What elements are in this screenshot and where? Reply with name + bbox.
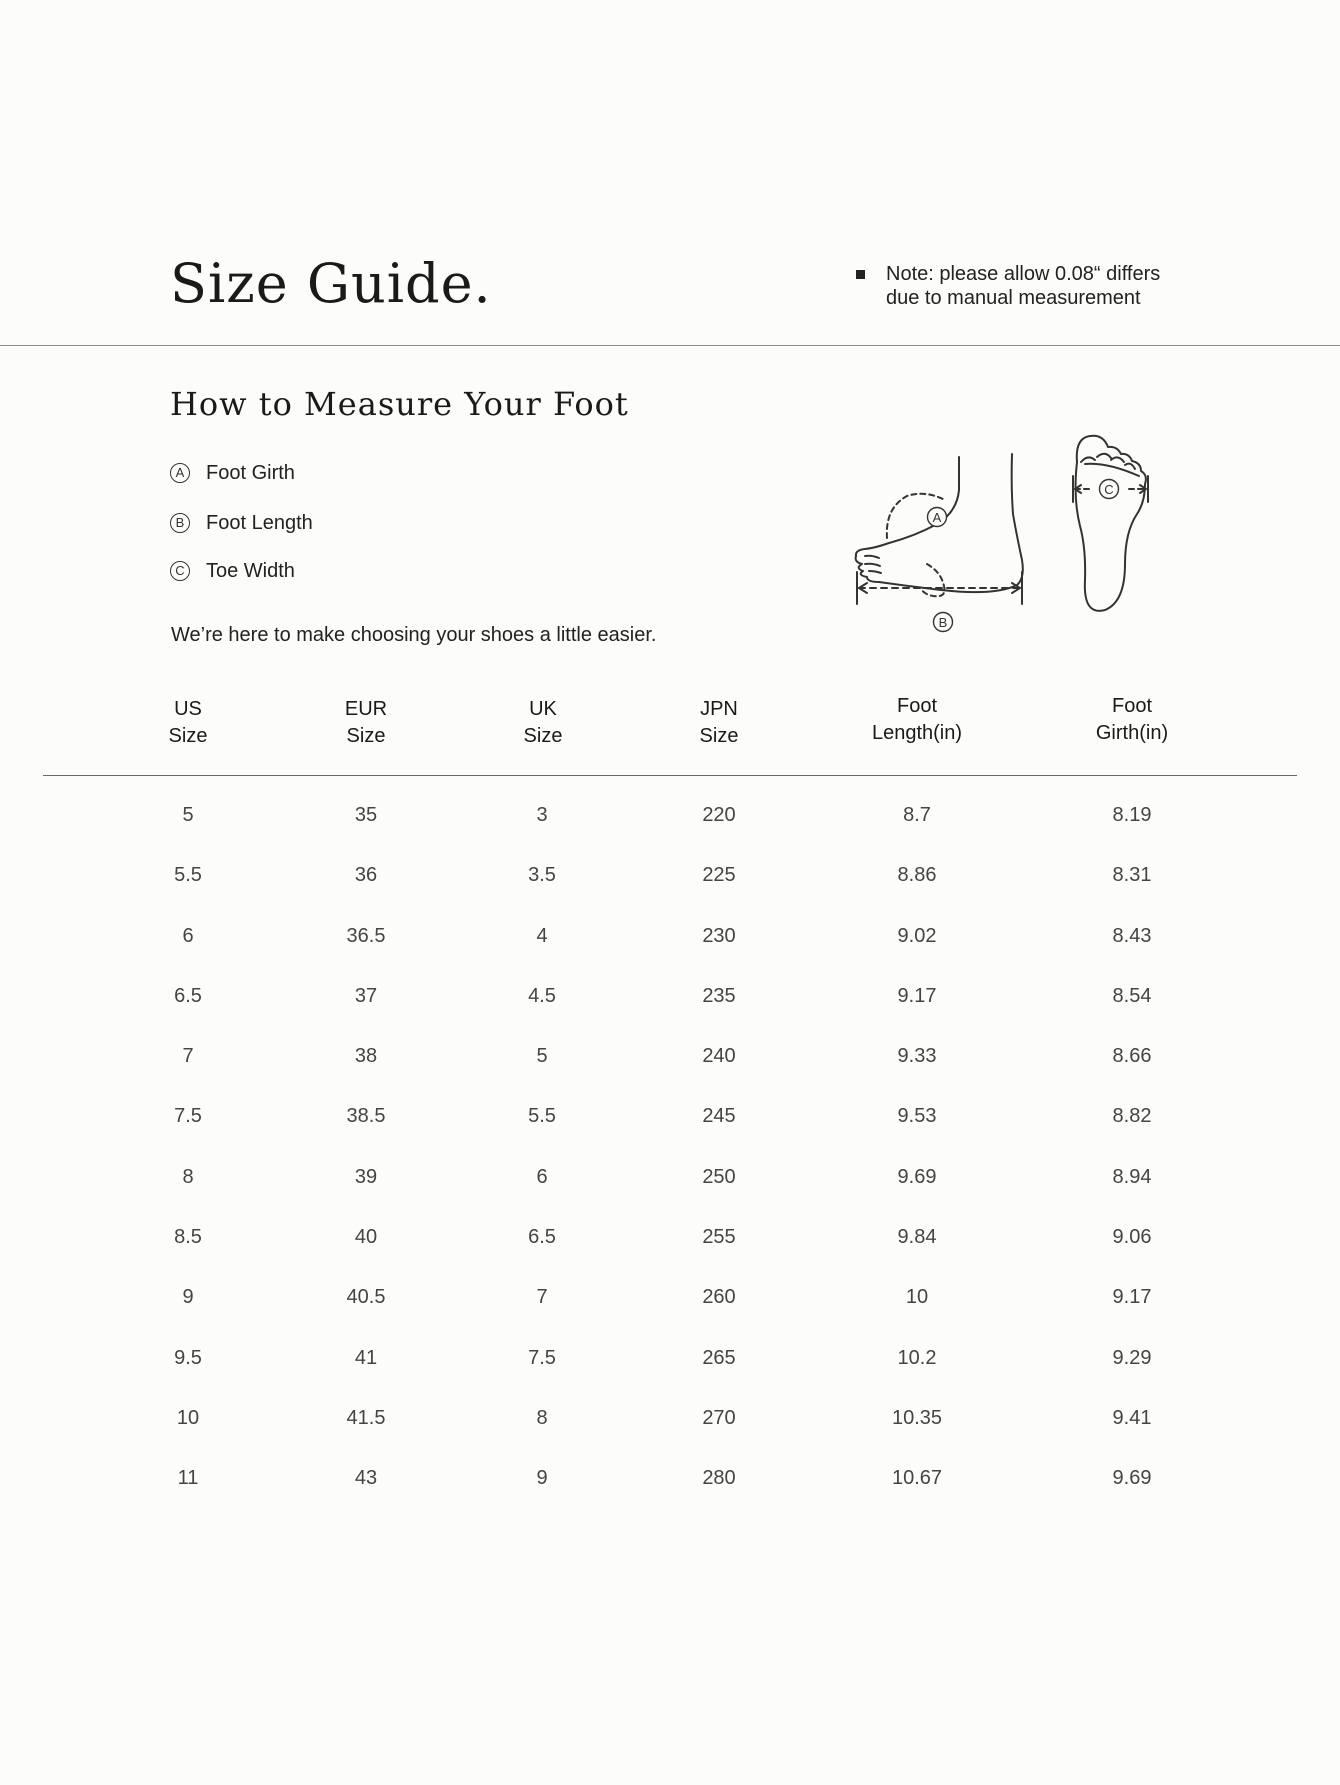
table-body bbox=[43, 802, 1297, 1526]
legend-label: Foot Length bbox=[206, 511, 313, 534]
header-line: JPN bbox=[700, 698, 738, 720]
circled-a-icon: A bbox=[170, 463, 190, 483]
cell-eur-size: 36 bbox=[354, 864, 378, 887]
table-row bbox=[43, 1284, 1297, 1344]
cell-foot-length: 9.69 bbox=[897, 1165, 937, 1188]
measurement-note bbox=[856, 262, 1176, 310]
cell-eur-size: 40.5 bbox=[346, 1286, 386, 1309]
cell-us-size: 7.5 bbox=[174, 1105, 202, 1128]
cell-jpn-size: 250 bbox=[702, 1165, 736, 1188]
cell-foot-length: 9.33 bbox=[897, 1045, 937, 1068]
table-row bbox=[43, 1405, 1297, 1465]
cell-foot-girth: 9.69 bbox=[1112, 1467, 1152, 1490]
toe-crease-icon bbox=[865, 556, 881, 573]
diagram-marker-c: C bbox=[1104, 482, 1114, 497]
header-divider bbox=[0, 345, 1340, 346]
cell-uk-size: 3 bbox=[536, 804, 548, 826]
cell-foot-girth: 9.06 bbox=[1112, 1226, 1152, 1249]
table-row bbox=[43, 802, 1297, 862]
column-header-foot-girth bbox=[1052, 693, 1212, 747]
column-header-uk-size bbox=[463, 696, 623, 750]
cell-jpn-size: 280 bbox=[702, 1467, 736, 1490]
cell-eur-size: 40 bbox=[354, 1226, 378, 1249]
header-line: Foot bbox=[1111, 695, 1153, 717]
column-header-us-size bbox=[108, 696, 268, 750]
cell-jpn-size: 245 bbox=[702, 1105, 736, 1128]
header-line: Foot bbox=[896, 695, 938, 717]
cell-jpn-size: 220 bbox=[702, 804, 736, 826]
cell-jpn-size: 270 bbox=[702, 1406, 736, 1429]
cell-foot-length: 9.02 bbox=[897, 924, 937, 947]
foot-sole-outline-icon bbox=[1076, 436, 1146, 611]
cell-us-size: 10 bbox=[176, 1406, 200, 1429]
cell-foot-girth: 9.41 bbox=[1112, 1406, 1152, 1429]
cell-jpn-size: 230 bbox=[702, 924, 736, 947]
cell-us-size: 7 bbox=[182, 1045, 194, 1068]
foot-girth-loop-icon bbox=[921, 564, 945, 596]
cell-eur-size: 38 bbox=[354, 1045, 378, 1068]
header-line: US bbox=[174, 698, 202, 720]
cell-uk-size: 6 bbox=[536, 1165, 548, 1188]
section-title: How to Measure Your Foot bbox=[170, 385, 629, 423]
table-row bbox=[43, 1224, 1297, 1284]
cell-us-size: 6 bbox=[182, 924, 194, 947]
cell-eur-size: 37 bbox=[354, 984, 378, 1007]
legend-item-toe-width bbox=[170, 556, 295, 586]
cell-uk-size: 4.5 bbox=[528, 984, 556, 1007]
cell-foot-length: 10.2 bbox=[897, 1346, 937, 1369]
cell-us-size: 11 bbox=[177, 1467, 199, 1490]
cell-us-size: 5 bbox=[182, 804, 194, 826]
header-line: Size bbox=[168, 725, 208, 747]
table-row bbox=[43, 1465, 1297, 1525]
header-line: Girth(in) bbox=[1095, 722, 1169, 744]
cell-us-size: 5.5 bbox=[174, 864, 202, 887]
header-line: Length(in) bbox=[871, 722, 963, 744]
cell-foot-girth: 8.54 bbox=[1112, 984, 1152, 1007]
cell-uk-size: 7.5 bbox=[528, 1346, 556, 1369]
size-chart-table bbox=[43, 695, 1297, 1490]
cell-eur-size: 41 bbox=[354, 1346, 378, 1369]
cell-us-size: 9 bbox=[182, 1286, 194, 1309]
tagline: We’re here to make choosing your shoes a little easier. bbox=[171, 624, 657, 646]
diagram-marker-a: A bbox=[932, 510, 942, 525]
square-bullet-icon bbox=[856, 270, 865, 279]
cell-jpn-size: 235 bbox=[702, 984, 736, 1007]
diagram-marker-b: B bbox=[938, 615, 948, 630]
table-header-divider bbox=[43, 775, 1297, 776]
cell-us-size: 9.5 bbox=[174, 1346, 202, 1369]
cell-foot-length: 9.53 bbox=[897, 1105, 937, 1128]
legend-label: Toe Width bbox=[206, 559, 295, 582]
table-row bbox=[43, 1164, 1297, 1224]
cell-foot-girth: 8.43 bbox=[1112, 924, 1152, 947]
cell-eur-size: 39 bbox=[354, 1165, 378, 1188]
cell-foot-length: 9.17 bbox=[897, 984, 937, 1007]
cell-foot-girth: 8.66 bbox=[1112, 1045, 1152, 1068]
cell-uk-size: 7 bbox=[536, 1286, 548, 1309]
table-row bbox=[43, 983, 1297, 1043]
cell-eur-size: 35 bbox=[354, 804, 378, 826]
table-row bbox=[43, 1043, 1297, 1103]
cell-foot-girth: 9.29 bbox=[1112, 1346, 1152, 1369]
note-line-1: Note: please allow 0.08“ differs bbox=[886, 263, 1161, 285]
cell-uk-size: 8 bbox=[536, 1406, 548, 1429]
cell-foot-length: 8.7 bbox=[903, 804, 931, 826]
cell-us-size: 8.5 bbox=[174, 1226, 202, 1249]
note-line-2: due to manual measurement bbox=[886, 287, 1141, 309]
legend-label: Foot Girth bbox=[206, 461, 295, 484]
column-header-eur-size bbox=[286, 696, 446, 750]
legend-item-foot-length bbox=[170, 508, 313, 538]
cell-uk-size: 5.5 bbox=[528, 1105, 556, 1128]
table-row bbox=[43, 1103, 1297, 1163]
cell-foot-girth: 9.17 bbox=[1112, 1286, 1152, 1309]
circled-b-icon: B bbox=[170, 513, 190, 533]
cell-foot-length: 10.35 bbox=[891, 1406, 943, 1429]
cell-uk-size: 4 bbox=[536, 924, 548, 947]
cell-foot-girth: 8.19 bbox=[1112, 804, 1152, 826]
legend-item-foot-girth bbox=[170, 458, 295, 488]
header-line: Size bbox=[699, 725, 739, 747]
circled-c-icon: C bbox=[170, 561, 190, 581]
table-header-row bbox=[43, 696, 1297, 774]
foot-measurement-diagram bbox=[845, 432, 1155, 642]
cell-foot-length: 10 bbox=[905, 1286, 929, 1309]
cell-foot-girth: 8.94 bbox=[1112, 1165, 1152, 1188]
cell-eur-size: 41.5 bbox=[346, 1406, 386, 1429]
column-header-foot-length bbox=[837, 693, 997, 747]
header-line: Size bbox=[346, 725, 386, 747]
cell-uk-size: 6.5 bbox=[528, 1226, 556, 1249]
cell-jpn-size: 265 bbox=[702, 1346, 736, 1369]
cell-foot-length: 10.67 bbox=[891, 1467, 943, 1490]
table-row bbox=[43, 923, 1297, 983]
cell-foot-length: 9.84 bbox=[897, 1226, 937, 1249]
cell-foot-girth: 8.82 bbox=[1112, 1105, 1152, 1128]
cell-foot-length: 8.86 bbox=[897, 864, 937, 887]
cell-jpn-size: 240 bbox=[702, 1045, 736, 1068]
table-row bbox=[43, 862, 1297, 922]
cell-jpn-size: 225 bbox=[702, 864, 736, 887]
column-header-jpn-size bbox=[639, 696, 799, 750]
cell-eur-size: 38.5 bbox=[346, 1105, 386, 1128]
header-line: UK bbox=[529, 698, 557, 720]
cell-foot-girth: 8.31 bbox=[1112, 864, 1152, 887]
header-line: Size bbox=[523, 725, 563, 747]
header-line: EUR bbox=[344, 698, 388, 720]
cell-us-size: 6.5 bbox=[174, 984, 202, 1007]
table-row bbox=[43, 1345, 1297, 1405]
cell-eur-size: 36.5 bbox=[346, 924, 386, 947]
cell-jpn-size: 255 bbox=[702, 1226, 736, 1249]
cell-uk-size: 5 bbox=[536, 1045, 548, 1068]
cell-uk-size: 9 bbox=[536, 1467, 548, 1490]
page-title: Size Guide. bbox=[170, 252, 492, 315]
cell-jpn-size: 260 bbox=[702, 1286, 736, 1309]
cell-eur-size: 43 bbox=[354, 1467, 378, 1490]
cell-uk-size: 3.5 bbox=[528, 864, 556, 887]
cell-us-size: 8 bbox=[182, 1165, 194, 1188]
